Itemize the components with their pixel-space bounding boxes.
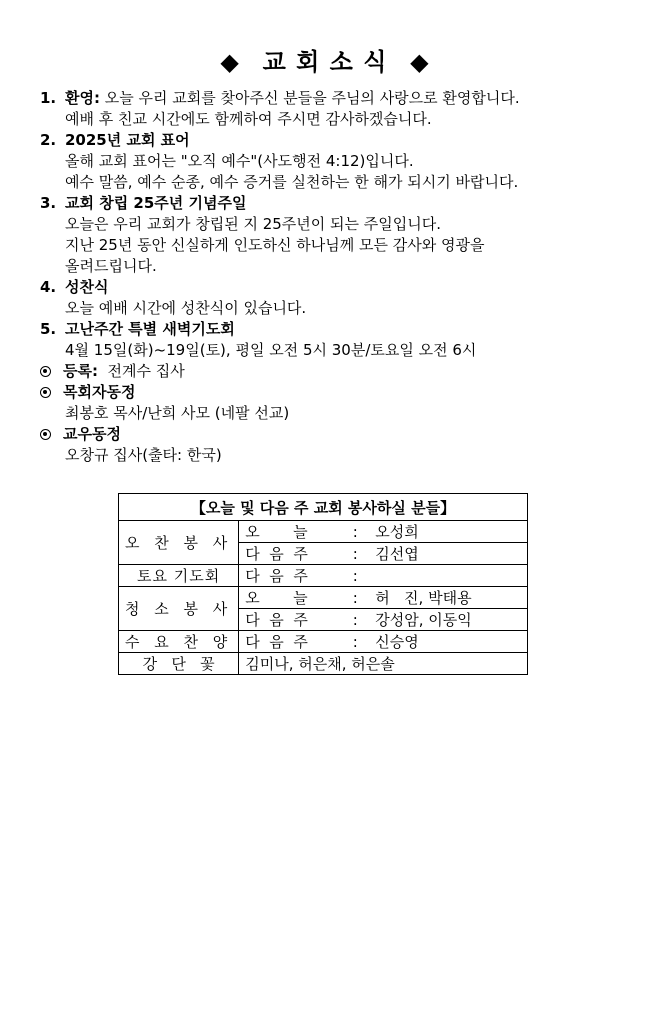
title-text: 교 회 소 식 xyxy=(262,48,388,76)
when-label: 오 늘 xyxy=(245,589,308,607)
schedule-cell xyxy=(239,653,528,675)
when-label: 다 음 주 xyxy=(245,567,308,585)
role-cell: 오 찬 봉 사 xyxy=(119,521,239,565)
role-cell: 토요 기도회 xyxy=(119,565,239,587)
bullet-heading-rest: 전계수 집사 xyxy=(97,362,185,380)
item-line: 지난 25년 동안 신실하게 인도하신 하나님께 모든 감사와 영광을 xyxy=(65,236,485,254)
bullet-heading: 등록: xyxy=(63,362,98,380)
colon: : xyxy=(352,545,358,563)
item-line: 오늘 예배 시간에 성찬식이 있습니다. xyxy=(65,299,307,317)
colon: : xyxy=(352,611,358,629)
page-title xyxy=(0,42,650,77)
when-label: 다 음 주 xyxy=(245,633,308,651)
bullet-heading: 목회자동정 xyxy=(63,383,136,401)
when-label: 다 음 주 xyxy=(245,545,308,563)
service-table-header: 【오늘 및 다음 주 교회 봉사하실 분들】 xyxy=(119,494,528,521)
schedule-cell xyxy=(239,609,528,631)
item-line: 예배 후 친교 시간에도 함께하여 주시면 감사하겠습니다. xyxy=(65,110,432,128)
news-item-welcome xyxy=(40,88,640,130)
names: 오성희 xyxy=(375,523,419,541)
names: 김미나, 허은채, 허은솔 xyxy=(245,655,395,673)
names: 강성암, 이동익 xyxy=(375,611,472,629)
news-item-motto xyxy=(40,130,640,193)
bullet-line: 오창규 집사(출타: 한국) xyxy=(65,446,222,464)
when-label: 다 음 주 xyxy=(245,611,308,629)
item-heading: 교회 창립 25주년 기념주일 xyxy=(65,194,247,212)
item-heading: 환영: xyxy=(65,89,100,107)
role-cell: 강 단 꽃 xyxy=(119,653,239,675)
bullet-member-news xyxy=(40,424,640,466)
item-heading: 고난주간 특별 새벽기도회 xyxy=(65,320,235,338)
item-line: 오늘은 우리 교회가 창립된 지 25주년이 되는 주일입니다. xyxy=(65,215,442,233)
item-line: 올려드립니다. xyxy=(65,257,157,275)
names: 허 진, 박태용 xyxy=(375,589,472,607)
schedule-cell xyxy=(239,565,528,587)
role-cell: 수 요 찬 양 xyxy=(119,631,239,653)
radio-bullet-icon xyxy=(40,366,51,377)
colon: : xyxy=(352,633,358,651)
colon: : xyxy=(352,589,358,607)
when-label: 오 늘 xyxy=(245,523,308,541)
item-number: 1. xyxy=(40,89,57,107)
schedule-cell xyxy=(239,521,528,543)
item-heading: 2025년 교회 표어 xyxy=(65,131,190,149)
service-table xyxy=(118,493,528,675)
bullet-line: 최봉호 목사/난희 사모 (네팔 선교) xyxy=(65,404,290,422)
role-cell: 청 소 봉 사 xyxy=(119,587,239,631)
item-heading-rest: 오늘 우리 교회를 찾아주신 분들을 주님의 사랑으로 환영합니다. xyxy=(99,89,520,107)
radio-bullet-icon xyxy=(40,387,51,398)
colon: : xyxy=(352,567,358,585)
colon: : xyxy=(352,523,358,541)
news-item-prayer-meeting xyxy=(40,319,640,361)
item-number: 2. xyxy=(40,131,57,149)
schedule-cell xyxy=(239,543,528,565)
news-item-communion xyxy=(40,277,640,319)
radio-bullet-icon xyxy=(40,429,51,440)
item-number: 5. xyxy=(40,320,57,338)
schedule-cell xyxy=(239,631,528,653)
names: 김선엽 xyxy=(375,545,419,563)
item-line: 올해 교회 표어는 "오직 예수"(사도행전 4:12)입니다. xyxy=(65,152,414,170)
item-number: 4. xyxy=(40,278,57,296)
names: 신승영 xyxy=(375,633,419,651)
item-line: 4월 15일(화)~19일(토), 평일 오전 5시 30분/토요일 오전 6시 xyxy=(65,341,477,359)
diamond-right-icon: ◆ xyxy=(410,48,430,76)
news-list xyxy=(40,88,640,466)
schedule-cell xyxy=(239,587,528,609)
bullet-pastor-news xyxy=(40,382,640,424)
diamond-left-icon: ◆ xyxy=(220,48,240,76)
item-heading: 성찬식 xyxy=(65,278,109,296)
news-item-anniversary xyxy=(40,193,640,277)
item-line: 예수 말씀, 예수 순종, 예수 증거를 실천하는 한 해가 되시기 바랍니다. xyxy=(65,173,519,191)
bullet-heading: 교우동정 xyxy=(63,425,121,443)
bullet-registration xyxy=(40,361,640,382)
item-number: 3. xyxy=(40,194,57,212)
